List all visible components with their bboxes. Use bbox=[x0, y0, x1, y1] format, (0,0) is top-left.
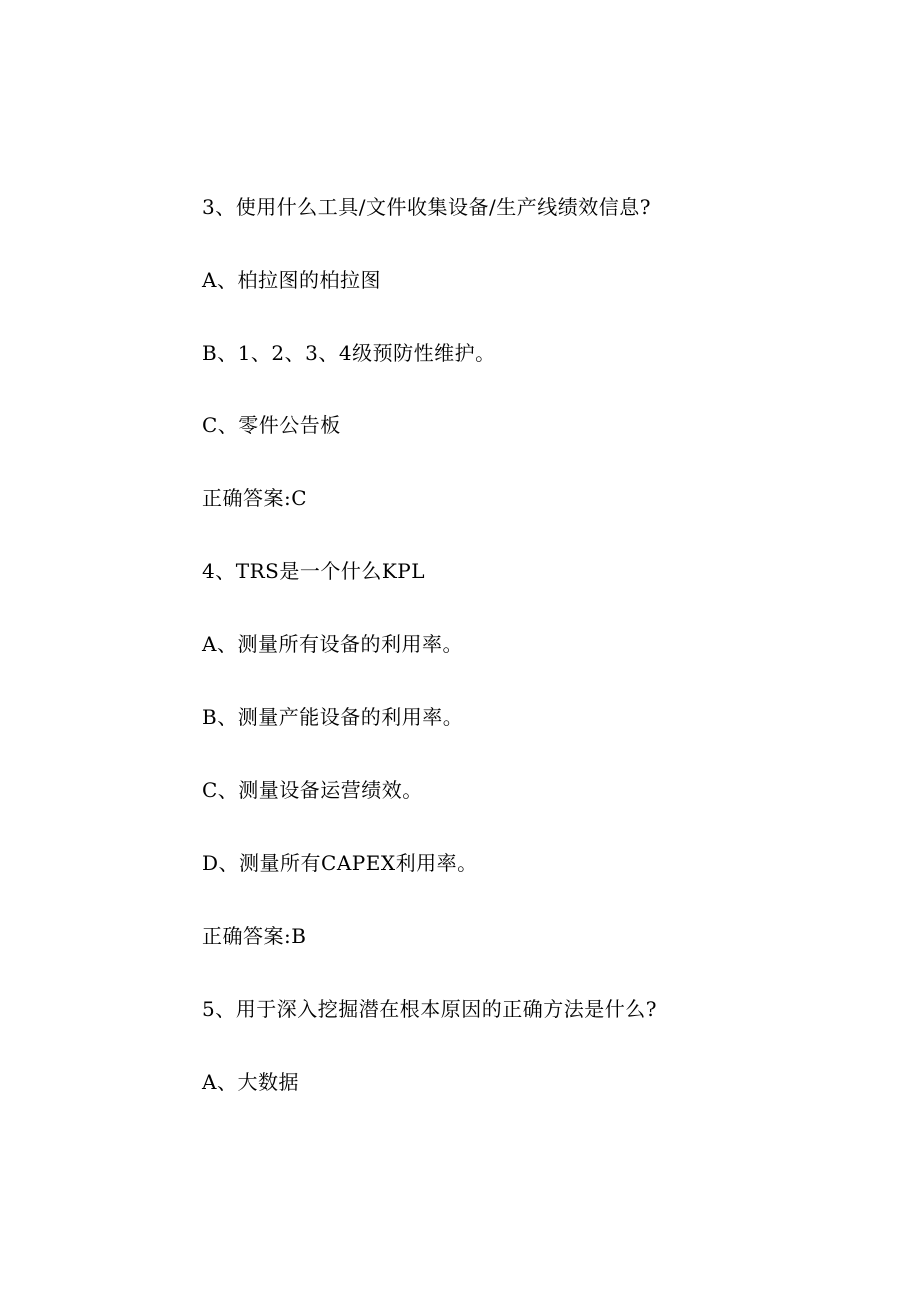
q3-answer: 正确答案:C bbox=[202, 486, 308, 510]
q3-option-a: A、柏拉图的柏拉图 bbox=[202, 268, 381, 292]
q4-answer: 正确答案:B bbox=[202, 924, 307, 948]
question-5: 5、用于深入挖掘潜在根本原因的正确方法是什么? bbox=[202, 997, 657, 1021]
q3-option-c: C、零件公告板 bbox=[202, 413, 341, 437]
question-3: 3、使用什么工具/文件收集设备/生产线绩效信息? bbox=[202, 195, 651, 219]
question-4: 4、TRS是一个什么KPL bbox=[202, 559, 426, 583]
q4-option-b: B、测量产能设备的利用率。 bbox=[202, 705, 464, 729]
q4-option-d: D、测量所有CAPEX利用率。 bbox=[202, 851, 478, 875]
q5-option-a: A、大数据 bbox=[202, 1070, 299, 1094]
q4-option-a: A、测量所有设备的利用率。 bbox=[202, 632, 463, 656]
q4-option-c: C、测量设备运营绩效。 bbox=[202, 778, 423, 802]
q3-option-b: B、1、2、3、4级预防性维护。 bbox=[202, 341, 496, 365]
